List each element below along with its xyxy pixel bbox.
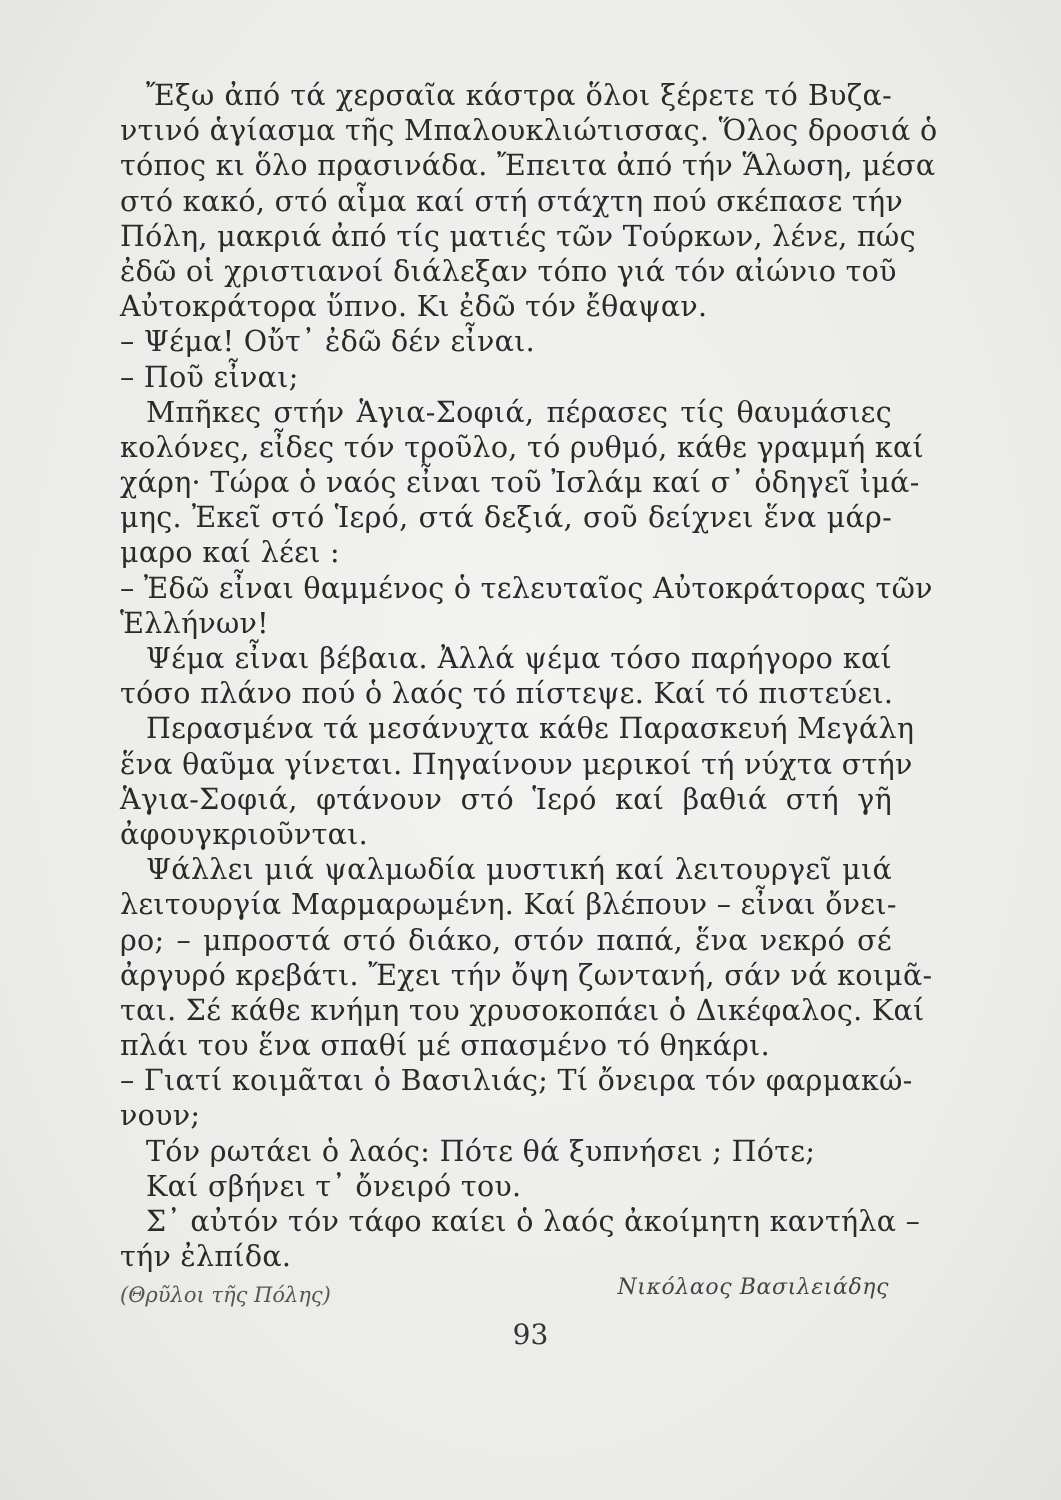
text-line: ντινό ἁγίασμα τῆς Μπαλουκλιώτισσας. Ὅλος δροσιά ὁ bbox=[120, 114, 938, 148]
text-line: στό κακό, στό αἷμα καί στή στάχτη πού σκέπασε τήν bbox=[120, 184, 903, 218]
author-signature: Νικόλαος Βασιλειάδης bbox=[617, 1275, 889, 1300]
text-line: τόπος κι ὅλο πρασινάδα. Ἔπειτα ἀπό τήν Ἅλωση, μέσα bbox=[120, 149, 936, 183]
text-line: ἀφουγκριοῦνται. bbox=[120, 817, 369, 851]
text-line: ἕνα θαῦμα γίνεται. Πηγαίνουν μερικοί τή νύχτα στήν bbox=[120, 747, 913, 781]
text-line: – Ψέμα! Οὔτ᾿ ἐδῶ δέν εἶναι. bbox=[120, 325, 536, 359]
text-line: Περασμένα τά μεσάνυχτα κάθε Παρασκευή Μεγάλη bbox=[146, 712, 915, 746]
text-line: μαρο καί λέει : bbox=[120, 536, 340, 570]
text-line: Ἁγια-Σοφιά, φτάνουν στό Ἱερό καί βαθιά στή γῆ bbox=[120, 782, 892, 816]
text-line: ρο; – μπροστά στό διάκο, στόν παπά, ἕνα νεκρό σέ bbox=[120, 923, 892, 957]
text-line: νουν; bbox=[120, 1099, 201, 1133]
text-line: κολόνες, εἶδες τόν τροῦλο, τό ρυθμό, κάθε γραμμή καί bbox=[120, 430, 925, 464]
text-line: ἐδῶ οἱ χριστιανοί διάλεξαν τόπο γιά τόν αἰώνιο τοῦ bbox=[120, 254, 897, 288]
text-line: ται. Σέ κάθε κνήμη του χρυσοκοπάει ὁ Δικέφαλος. Καί bbox=[120, 993, 925, 1027]
text-line: Ἔξω ἀπό τά χερσαῖα κάστρα ὅλοι ξέρετε τό Βυζα- bbox=[146, 79, 892, 112]
text-line: Ψέμα εἶναι βέβαια. Ἀλλά ψέμα τόσο παρήγορο καί bbox=[146, 642, 892, 675]
text-line: Σ᾿ αὐτόν τόν τάφο καίει ὁ λαός ἀκοίμητη καντήλα – bbox=[146, 1205, 921, 1238]
text-line: μης. Ἐκεῖ στό Ἱερό, στά δεξιά, σοῦ δείχνει ἕνα μάρ- bbox=[120, 501, 892, 535]
text-line: Καί σβήνει τ᾿ ὄνειρό του. bbox=[146, 1169, 522, 1203]
body-text bbox=[120, 78, 938, 1274]
text-line: τήν ἐλπίδα. bbox=[120, 1240, 292, 1274]
text-line: τόσο πλάνο πού ὁ λαός τό πίστεψε. Καί τό πιστεύει. bbox=[120, 677, 894, 711]
text-line: – Ποῦ εἶναι; bbox=[120, 360, 299, 394]
text-line: Τόν ρωτάει ὁ λαός: Πότε θά ξυπνήσει ; Πότε; bbox=[146, 1134, 816, 1168]
text-line: Ψάλλει μιά ψαλμωδία μυστική καί λειτουργεῖ μιά bbox=[146, 853, 892, 887]
text-line: πλάι του ἕνα σπαθί μέ σπασμένο τό θηκάρι. bbox=[120, 1029, 770, 1063]
text-line: χάρη· Τώρα ὁ ναός εἶναι τοῦ Ἰσλάμ καί σ᾿ ὁδηγεῖ ἰμά- bbox=[120, 466, 920, 500]
text-line: Ἑλλήνων! bbox=[120, 606, 269, 640]
text-line: Πόλη, μακριά ἀπό τίς ματιές τῶν Τούρκων, λένε, πώς bbox=[120, 219, 916, 253]
text-line: ἀργυρό κρεβάτι. Ἔχει τήν ὄψη ζωντανή, σάν νά κοιμᾶ- bbox=[120, 958, 933, 992]
text-line: Αὐτοκράτορα ὕπνο. Κι ἐδῶ τόν ἔθαψαν. bbox=[120, 290, 708, 324]
text-line: Μπῆκες στήν Ἁγια-Σοφιά, πέρασες τίς θαυμάσιες bbox=[146, 395, 892, 429]
text-line: λειτουργία Μαρμαρωμένη. Καί βλέπουν – εἶναι ὄνει- bbox=[120, 888, 897, 922]
text-line: – Γιατί κοιμᾶται ὁ Βασιλιάς; Τί ὄνειρα τόν φαρμακώ- bbox=[120, 1064, 913, 1098]
source-citation: (Θρῦλοι τῆς Πόλης) bbox=[120, 1283, 331, 1307]
text-line: – Ἐδῶ εἶναι θαμμένος ὁ τελευταῖος Αὐτοκράτορας τῶν bbox=[120, 571, 933, 605]
page-number: 93 bbox=[512, 1318, 549, 1351]
